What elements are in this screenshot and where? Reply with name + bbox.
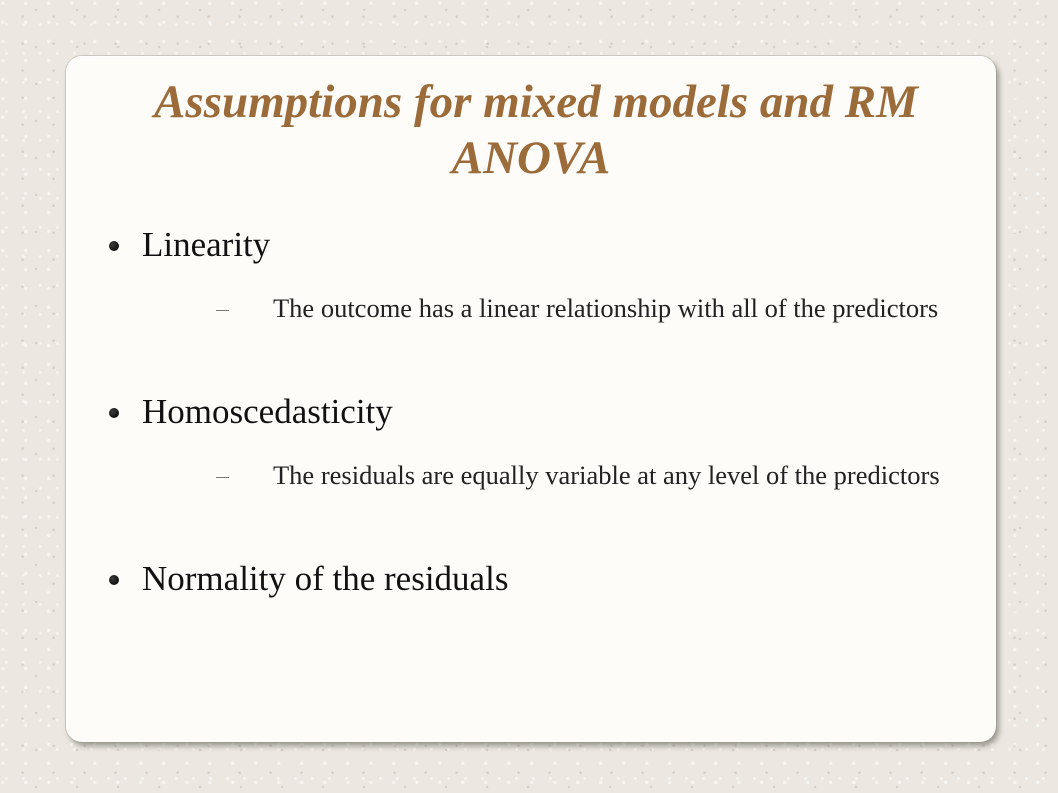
sub-bullet-linearity: The outcome has a linear relationship with all of the predictors <box>273 293 939 323</box>
dash-icon <box>216 477 229 478</box>
bullet-dot-icon <box>109 408 119 418</box>
bullet-homoscedasticity: Homoscedasticity <box>142 392 393 431</box>
bullet-dot-icon <box>109 241 119 251</box>
slide-title-line-1: Assumptions for mixed models and RM <box>154 76 918 128</box>
bullet-dot-icon <box>109 575 119 585</box>
bullet-linearity: Linearity <box>142 225 271 264</box>
dash-icon <box>216 310 229 311</box>
sub-bullet-homoscedasticity: The residuals are equally variable at any level of the predictors <box>273 460 940 490</box>
bullet-normality: Normality of the residuals <box>142 559 509 598</box>
slide-title-line-2: ANOVA <box>451 132 611 184</box>
